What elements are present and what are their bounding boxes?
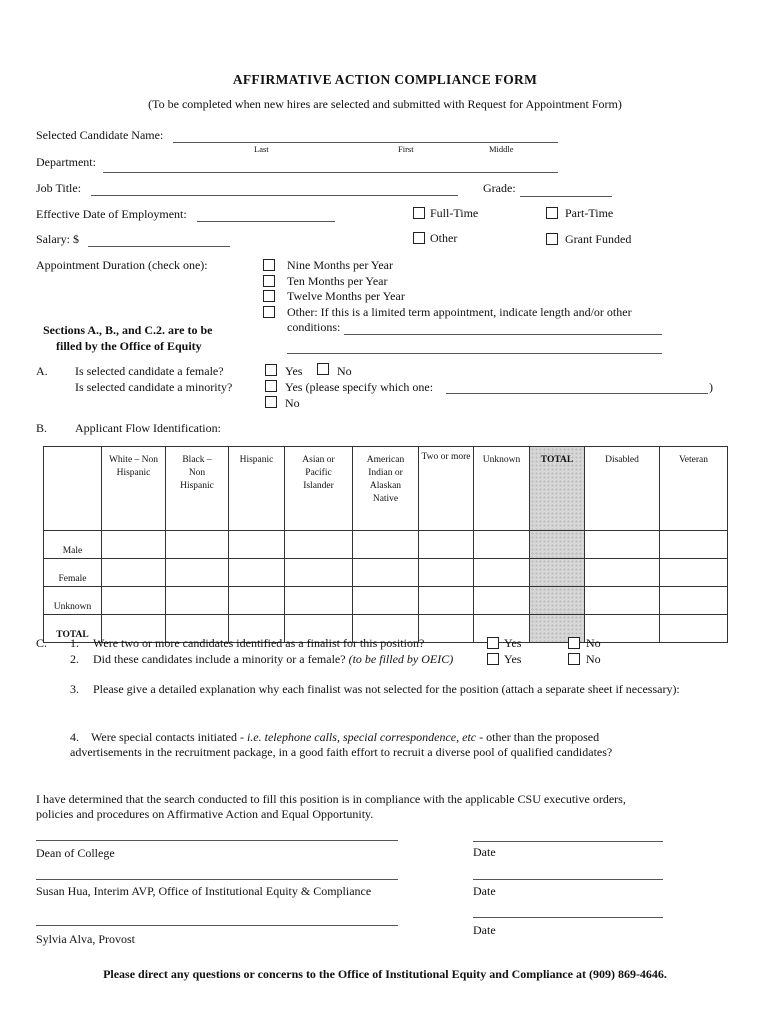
female-no-checkbox[interactable]: [317, 363, 329, 375]
minority-female-yes-checkbox[interactable]: [487, 653, 499, 665]
row-label-male: Male: [44, 531, 102, 559]
determination-line1: I have determined that the search conducted to fill this position is in compliance with the applicable CSU executive orders,: [36, 792, 626, 806]
nine-months-label: Nine Months per Year: [287, 258, 393, 272]
first-name-caption: First: [398, 144, 414, 154]
applicant-flow-table: [43, 446, 728, 643]
col-header-black: Black – Non Hispanic: [166, 447, 229, 531]
table-cell[interactable]: [229, 587, 285, 615]
full-time-checkbox[interactable]: [413, 207, 425, 219]
effective-date-field[interactable]: [197, 221, 335, 222]
col-header-disabled: Disabled: [585, 447, 660, 531]
minority-specify-field[interactable]: [446, 393, 708, 394]
conditions-field-1[interactable]: [344, 334, 662, 335]
other-checkbox[interactable]: [413, 232, 425, 244]
other-duration-label: Other: If this is a limited term appointment, indicate length and/or other: [287, 305, 632, 319]
part-time-label: Part-Time: [565, 206, 614, 220]
col-header-american: American Indian or Alaskan Native: [353, 447, 419, 531]
section-c-q4-pre: Were special contacts initiated -: [91, 730, 247, 744]
part-time-checkbox[interactable]: [546, 207, 558, 219]
table-cell[interactable]: [166, 559, 229, 587]
susan-signature-line[interactable]: [36, 879, 398, 880]
col-header-unknown: Unknown: [474, 447, 530, 531]
department-field[interactable]: [103, 172, 558, 173]
table-corner-cell: [44, 447, 102, 531]
appointment-duration-label: Appointment Duration (check one):: [36, 258, 208, 272]
form-title: AFFIRMATIVE ACTION COMPLIANCE FORM: [232, 72, 538, 87]
section-c-num1: 1.: [70, 636, 79, 650]
section-c-q4-line2: advertisements in the recruitment package, in a good faith effort to recruit a diverse pool of qualified candidates?: [70, 745, 613, 759]
susan-date-line[interactable]: [473, 879, 663, 880]
dean-signature-label: Dean of College: [36, 846, 115, 860]
table-cell[interactable]: [102, 531, 166, 559]
ten-months-label: Ten Months per Year: [287, 274, 388, 288]
minority-female-no-label: No: [586, 652, 601, 666]
section-c-num3: 3.: [70, 682, 79, 696]
provost-signature-label: Sylvia Alva, Provost: [36, 932, 136, 946]
table-cell[interactable]: [353, 587, 419, 615]
col-header-total: TOTAL: [530, 447, 585, 531]
table-cell[interactable]: [166, 587, 229, 615]
full-time-label: Full-Time: [430, 206, 479, 220]
conditions-field-2[interactable]: [287, 353, 662, 354]
dean-date-line[interactable]: [473, 841, 663, 842]
minority-female-yes-label: Yes: [504, 652, 522, 666]
minority-yes-checkbox[interactable]: [265, 380, 277, 392]
col-header-two-or-more: Two or more: [419, 447, 474, 531]
table-row-male: [44, 531, 728, 559]
salary-field[interactable]: [88, 246, 230, 247]
section-c-letter: C.: [36, 636, 48, 650]
sections-note-line1: Sections A., B., and C.2. are to be: [43, 323, 213, 337]
total-cell: [530, 559, 585, 587]
section-c-q4-post: - other than the proposed: [476, 730, 600, 744]
table-cell[interactable]: [474, 587, 530, 615]
minority-no-checkbox[interactable]: [265, 396, 277, 408]
col-header-veteran: Veteran: [660, 447, 728, 531]
section-b-label: Applicant Flow Identification:: [75, 421, 221, 435]
provost-date-line[interactable]: [473, 917, 663, 918]
section-a-q1: Is selected candidate a female?: [75, 364, 224, 378]
section-c-q2-italic: (to be filled by OEIC): [348, 652, 454, 666]
table-cell[interactable]: [419, 587, 474, 615]
provost-date-label: Date: [473, 923, 496, 937]
table-cell[interactable]: [419, 559, 474, 587]
table-cell[interactable]: [660, 615, 728, 643]
section-a-letter: A.: [36, 364, 48, 378]
footer-contact: Please direct any questions or concerns to the Office of Institutional Equity and Compliance at (909) 869-4646.: [103, 967, 667, 981]
provost-signature-line[interactable]: [36, 925, 398, 926]
candidate-name-field[interactable]: [173, 142, 558, 143]
finalists-no-checkbox[interactable]: [568, 637, 580, 649]
section-c-num4: 4.: [70, 730, 79, 744]
table-cell[interactable]: [285, 587, 353, 615]
last-name-caption: Last: [254, 144, 269, 154]
female-yes-checkbox[interactable]: [265, 364, 277, 376]
table-cell[interactable]: [585, 531, 660, 559]
female-no-label: No: [337, 364, 352, 378]
table-cell[interactable]: [353, 559, 419, 587]
table-cell[interactable]: [474, 559, 530, 587]
table-cell[interactable]: [419, 531, 474, 559]
section-a-q2: Is selected candidate a minority?: [75, 380, 233, 394]
finalists-yes-label: Yes: [504, 636, 522, 650]
table-cell[interactable]: [585, 559, 660, 587]
col-header-asian: Asian or Pacific Islander: [285, 447, 353, 531]
table-cell[interactable]: [229, 559, 285, 587]
table-cell[interactable]: [660, 587, 728, 615]
row-label-total: TOTAL: [44, 615, 102, 643]
conditions-label: conditions:: [287, 320, 341, 334]
minority-yes-label: Yes (please specify which one:: [285, 380, 434, 394]
twelve-months-checkbox[interactable]: [263, 290, 275, 302]
total-cell: [530, 587, 585, 615]
middle-name-caption: Middle: [489, 144, 514, 154]
total-cell: [530, 531, 585, 559]
table-cell[interactable]: [660, 559, 728, 587]
dean-signature-line[interactable]: [36, 840, 398, 841]
table-row-female: [44, 559, 728, 587]
grant-funded-label: Grant Funded: [565, 232, 632, 246]
form-subtitle: (To be completed when new hires are selected and submitted with Request for Appointment Form): [148, 97, 622, 111]
salary-label: Salary: $: [36, 232, 79, 246]
finalists-yes-checkbox[interactable]: [487, 637, 499, 649]
section-b-letter: B.: [36, 421, 48, 435]
table-cell[interactable]: [102, 587, 166, 615]
minority-close-paren: ): [709, 380, 713, 394]
candidate-name-label: Selected Candidate Name:: [36, 128, 164, 142]
dean-date-label: Date: [473, 845, 496, 859]
other-duration-checkbox[interactable]: [263, 306, 275, 318]
col-header-hispanic: Hispanic: [229, 447, 285, 531]
sections-note-line2: filled by the Office of Equity: [56, 339, 202, 353]
job-title-field[interactable]: [91, 195, 458, 196]
other-label: Other: [430, 231, 458, 245]
table-row-unknown: [44, 587, 728, 615]
twelve-months-label: Twelve Months per Year: [287, 289, 405, 303]
table-cell[interactable]: [285, 531, 353, 559]
female-yes-label: Yes: [285, 364, 303, 378]
table-cell[interactable]: [419, 615, 474, 643]
ten-months-checkbox[interactable]: [263, 275, 275, 287]
finalists-no-label: No: [586, 636, 601, 650]
nine-months-checkbox[interactable]: [263, 259, 275, 271]
table-cell[interactable]: [585, 587, 660, 615]
table-cell[interactable]: [166, 531, 229, 559]
department-label: Department:: [36, 155, 96, 169]
section-c-q4-italic: i.e. telephone calls, special correspondence, etc: [246, 730, 477, 744]
section-c-q3: Please give a detailed explanation why each finalist was not selected for the position (attach a separate sheet if necessary):: [93, 682, 680, 696]
table-cell[interactable]: [353, 531, 419, 559]
effective-date-label: Effective Date of Employment:: [36, 207, 187, 221]
table-cell[interactable]: [229, 531, 285, 559]
susan-date-label: Date: [473, 884, 496, 898]
col-header-white: White – Non Hispanic: [102, 447, 166, 531]
section-c-q1: Were two or more candidates identified as a finalist for this position?: [93, 636, 425, 650]
grant-funded-checkbox[interactable]: [546, 233, 558, 245]
section-c-q2: [93, 652, 453, 667]
section-c-q2-main: Did these candidates include a minority or a female?: [93, 652, 346, 666]
susan-signature-label: Susan Hua, Interim AVP, Office of Institutional Equity & Compliance: [36, 884, 372, 898]
determination-line2: policies and procedures on Affirmative Action and Equal Opportunity.: [36, 807, 374, 821]
table-header-row: [44, 447, 728, 531]
table-cell[interactable]: [660, 531, 728, 559]
job-title-label: Job Title:: [36, 181, 82, 195]
table-cell[interactable]: [474, 531, 530, 559]
minority-no-label: No: [285, 396, 300, 410]
section-c-q4: [70, 730, 599, 745]
section-c-num2: 2.: [70, 652, 79, 666]
grade-label: Grade:: [483, 181, 516, 195]
row-label-female: Female: [44, 559, 102, 587]
row-label-unknown: Unknown: [44, 587, 102, 615]
minority-female-no-checkbox[interactable]: [568, 653, 580, 665]
grade-field[interactable]: [520, 196, 612, 197]
table-cell[interactable]: [285, 559, 353, 587]
table-cell[interactable]: [102, 559, 166, 587]
